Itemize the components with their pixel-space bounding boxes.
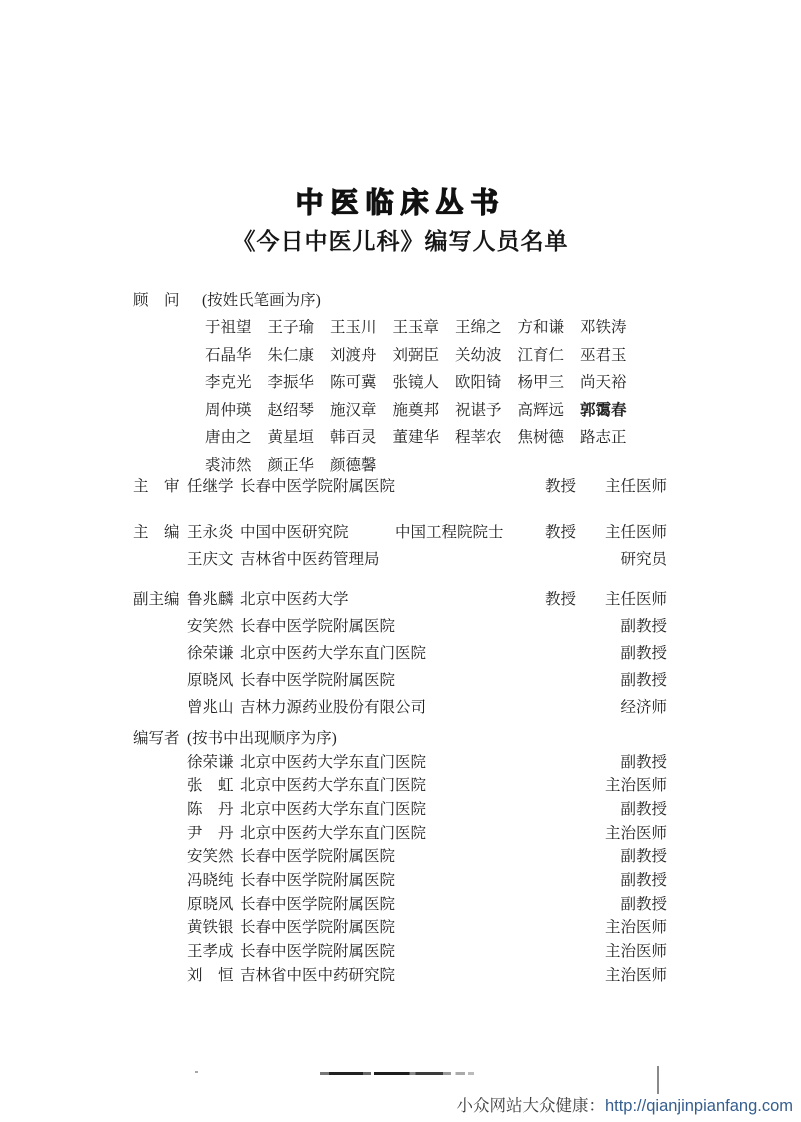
person-affiliation: 长春中医学院附属医院: [240, 617, 396, 635]
person-name: 黄铁银: [187, 919, 234, 937]
person-affiliation: 长春中医学院附属医院: [240, 478, 396, 495]
person-affiliation: 长春中医学院附属医院: [240, 943, 396, 961]
staff-row: [133, 915, 667, 939]
advisor-name: 陈可冀: [330, 374, 377, 392]
watermark: [456, 1092, 793, 1116]
advisor-name: 王绵之: [455, 319, 502, 337]
scan-artifact-rule: [320, 1072, 474, 1075]
advisor-name: 唐由之: [205, 429, 252, 447]
advisor-name: 王子瑜: [267, 319, 315, 337]
staff-row: [133, 938, 667, 962]
advisor-name: 张镜人: [392, 374, 440, 392]
staff-row: [133, 796, 667, 820]
advisors-sort-note: (按姓氏笔画为序): [202, 291, 321, 309]
person-name: 尹 丹: [187, 824, 234, 842]
advisor-name: 周仲瑛: [205, 401, 252, 419]
advisor-name: 刘弼臣: [392, 346, 440, 364]
person-name: 陈 丹: [187, 800, 234, 818]
staff-row: [133, 545, 667, 573]
academic-title: 教授: [545, 590, 577, 608]
person-name: 王庆文: [187, 551, 234, 569]
person-name: 原晓风: [187, 895, 234, 913]
advisor-name: 尚天裕: [580, 374, 627, 392]
advisor-name: 黄星垣: [267, 429, 315, 447]
medical-title: 主任医师: [604, 523, 667, 541]
staff-row: [133, 962, 667, 986]
person-name: 刘 恒: [187, 966, 234, 984]
person-name: 任继学: [187, 478, 234, 495]
chief-reviewer-section: [133, 471, 667, 499]
person-affiliation: 吉林力源药业股份有限公司: [240, 698, 427, 716]
advisor-name: 颜正华: [267, 456, 315, 474]
watermark-label: 小众网站大众健康：: [456, 1097, 605, 1115]
advisor-name: 李克光: [205, 374, 252, 392]
medical-title: 副教授: [620, 871, 667, 889]
person-name: 王永炎: [187, 523, 234, 541]
medical-title: 副教授: [620, 848, 667, 866]
advisor-name: 刘渡舟: [330, 346, 377, 364]
writers-section: [133, 725, 667, 986]
medical-title: 副教授: [620, 617, 667, 635]
writers-header: [133, 725, 667, 749]
advisor-name: 朱仁康: [267, 346, 315, 364]
medical-title: 研究员: [620, 551, 667, 569]
academic-title: 教授: [545, 523, 577, 541]
advisor-name: 施奠邦: [392, 401, 440, 419]
person-affiliation: 北京中医药大学东直门医院: [240, 777, 427, 795]
person-affiliation: 北京中医药大学东直门医院: [240, 644, 427, 662]
advisor-name: 石晶华: [205, 346, 252, 364]
advisor-name: 焦树德: [517, 429, 565, 447]
advisor-name: 施汉章: [330, 401, 377, 419]
scan-artifact-dot: [195, 1071, 198, 1073]
person-affiliation: 长春中医学院附属医院: [240, 919, 396, 937]
medical-title: 副教授: [620, 895, 667, 913]
medical-title: 主任医师: [604, 478, 667, 495]
staff-row: [133, 820, 667, 844]
advisor-name: 杨甲三: [517, 374, 565, 392]
staff-row: [133, 749, 667, 773]
series-title: 中医临床丛书: [295, 188, 506, 219]
advisor-name: 郭霭春: [580, 401, 627, 419]
advisor-name: 王玉章: [392, 319, 440, 337]
advisor-row: [133, 313, 667, 341]
person-affiliation: 北京中医药大学东直门医院: [240, 824, 427, 842]
staff-row: [133, 692, 667, 719]
staff-row: [133, 471, 667, 499]
advisor-name: 巫君玉: [580, 346, 627, 364]
staff-row: [133, 584, 667, 611]
advisor-row: [133, 395, 667, 423]
medical-title: 主治医师: [604, 943, 667, 961]
person-name: 安笑然: [187, 848, 234, 866]
staff-row: [133, 867, 667, 891]
person-affiliation: 长春中医学院附属医院: [240, 671, 396, 689]
advisor-row: [133, 423, 667, 451]
role-label-editor: 主 编: [133, 523, 180, 541]
advisor-name: 邓铁涛: [580, 319, 627, 337]
staff-row: [133, 891, 667, 915]
role-label-deputy: 副主编: [133, 590, 180, 608]
advisor-name: 董建华: [392, 429, 440, 447]
person-affiliation: 长春中医学院附属医院: [240, 895, 396, 913]
staff-row: [133, 638, 667, 665]
person-name: 冯晓纯: [187, 871, 234, 889]
person-affiliation: 长春中医学院附属医院: [240, 871, 396, 889]
person-affiliation: 北京中医药大学东直门医院: [240, 800, 427, 818]
staff-row: [133, 843, 667, 867]
advisor-name: 王玉川: [330, 319, 377, 337]
advisor-row: [133, 368, 667, 396]
staff-row: [133, 772, 667, 796]
advisor-name: 祝谌予: [455, 401, 502, 419]
person-name: 安笑然: [187, 617, 234, 635]
medical-title: 副教授: [620, 800, 667, 818]
person-affiliation: 北京中医药大学东直门医院: [240, 753, 427, 771]
person-affiliation: 北京中医药大学: [240, 590, 349, 608]
honorific-title: 中国工程院院士: [395, 523, 504, 541]
role-label-advisor: 顾 问: [133, 291, 180, 309]
advisor-name: 欧阳锜: [455, 374, 502, 392]
advisor-name: 关幼波: [455, 346, 502, 364]
chief-editors-section: [133, 517, 667, 572]
advisor-name: 裘沛然: [205, 456, 252, 474]
person-name: 徐荣谦: [187, 753, 234, 771]
page-title: 《今日中医儿科》编写人员名单: [232, 229, 569, 254]
medical-title: 副教授: [620, 644, 667, 662]
person-affiliation: 吉林省中医药管理局: [240, 551, 380, 569]
person-name: 徐荣谦: [187, 644, 234, 662]
person-affiliation: 长春中医学院附属医院: [240, 848, 396, 866]
person-name: 原晓风: [187, 671, 234, 689]
medical-title: 主任医师: [604, 590, 667, 608]
advisor-name: 颜德馨: [330, 456, 377, 474]
person-affiliation: 中国中医研究院: [240, 523, 349, 541]
staff-row: [133, 611, 667, 638]
person-name: 王孝成: [187, 943, 234, 961]
medical-title: 副教授: [620, 671, 667, 689]
advisor-name: 路志正: [580, 429, 627, 447]
writers-sort-note: (按书中出现顺序为序): [187, 729, 337, 747]
advisors-section: [133, 285, 667, 478]
role-label-writers: 编写者: [133, 729, 180, 747]
advisor-row: [133, 340, 667, 368]
medical-title: 主治医师: [604, 919, 667, 937]
advisor-name: 李振华: [267, 374, 315, 392]
medical-title: 主治医师: [604, 824, 667, 842]
role-label-reviewer: 主 审: [133, 478, 180, 495]
watermark-url-link[interactable]: http://qianjinpianfang.com: [604, 1097, 793, 1115]
staff-row: [133, 517, 667, 545]
medical-title: 副教授: [620, 753, 667, 771]
advisors-header: [133, 285, 667, 313]
advisor-name: 赵绍琴: [267, 401, 315, 419]
person-affiliation: 吉林省中医中药研究院: [240, 966, 396, 984]
person-name: 张 虹: [187, 777, 234, 795]
advisor-name: 高辉远: [517, 401, 565, 419]
person-name: 鲁兆麟: [187, 590, 234, 608]
medical-title: 主治医师: [604, 777, 667, 795]
academic-title: 教授: [545, 478, 577, 495]
scan-artifact-vertical-mark: [657, 1066, 659, 1094]
deputy-editors-section: [133, 584, 667, 719]
advisor-name: 韩百灵: [330, 429, 377, 447]
person-name: 曾兆山: [187, 698, 234, 716]
advisor-name: 江育仁: [517, 346, 565, 364]
staff-row: [133, 665, 667, 692]
advisor-name: 于祖望: [205, 319, 252, 337]
medical-title: 经济师: [620, 698, 667, 716]
advisor-name: 程莘农: [455, 429, 502, 447]
medical-title: 主治医师: [604, 966, 667, 984]
advisor-name: 方和谦: [517, 319, 565, 337]
